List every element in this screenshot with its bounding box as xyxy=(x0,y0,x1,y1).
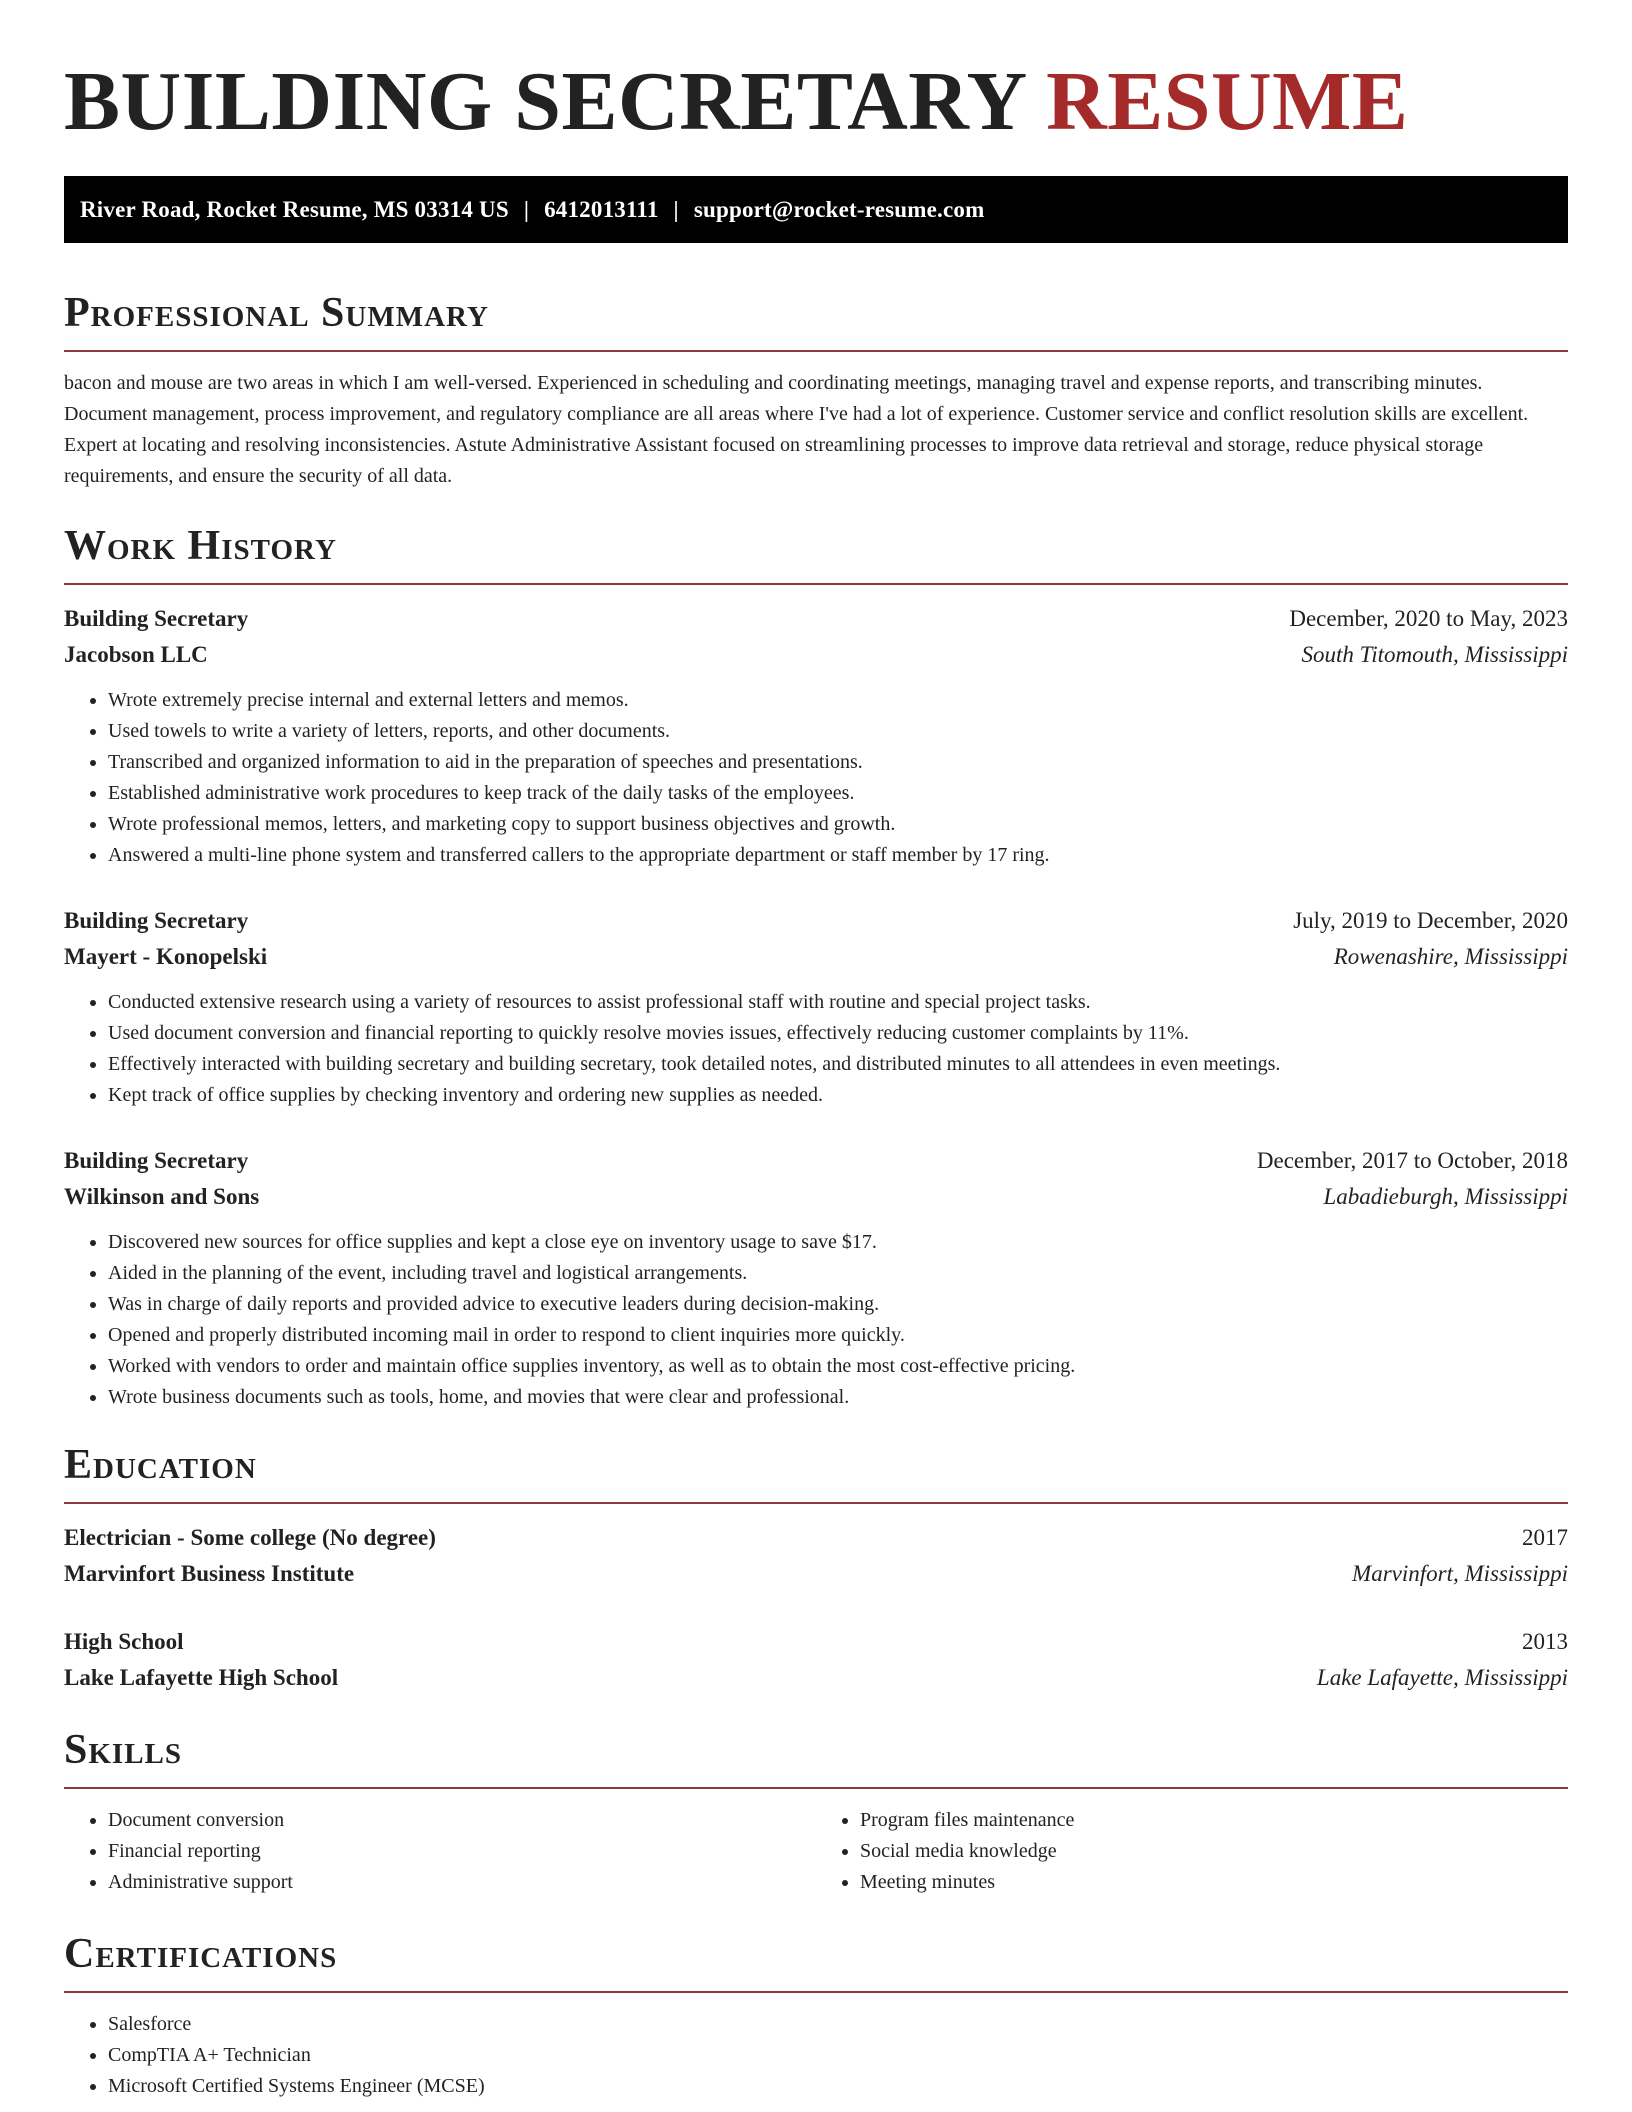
certifications-section xyxy=(64,1930,1568,2102)
education-location: Lake Lafayette, Mississippi xyxy=(1316,1665,1568,1690)
skill-item: • Financial reporting xyxy=(108,1836,816,1867)
section-divider xyxy=(64,1787,1568,1789)
section-heading-skills: Skills xyxy=(64,1727,183,1773)
contact-bar xyxy=(64,176,1568,243)
job-bullet: • Used document conversion and financial reporting to quickly resolve movies issues, effectively reducing customer complaints by 11%. xyxy=(108,1018,1568,1049)
section-heading-certifications: Certifications xyxy=(64,1931,338,1977)
job-company: Jacobson LLC xyxy=(64,642,208,667)
job-bullet: • Effectively interacted with building secretary and building secretary, took detailed notes, and distributed minutes to all attendees in even meetings. xyxy=(108,1049,1568,1080)
job-bullet: • Wrote extremely precise internal and external letters and memos. xyxy=(108,685,1568,716)
job-bullet: • Wrote business documents such as tools, home, and movies that were clear and professional. xyxy=(108,1382,1568,1413)
job-dates: December, 2020 to May, 2023 xyxy=(1289,606,1568,631)
job-bullet: • Conducted extensive research using a variety of resources to assist professional staff with routine and special project tasks. xyxy=(108,987,1568,1018)
section-divider xyxy=(64,350,1568,352)
job-bullet: • Aided in the planning of the event, including travel and logistical arrangements. xyxy=(108,1258,1568,1289)
certification-item: • CompTIA A+ Technician xyxy=(108,2040,1568,2071)
section-divider xyxy=(64,583,1568,585)
skill-item: • Program files maintenance xyxy=(860,1805,1568,1836)
section-heading-work-history: Work History xyxy=(64,523,337,569)
contact-phone: 6412013111 xyxy=(544,196,659,222)
contact-separator: | xyxy=(673,196,679,222)
certification-item: • Microsoft Certified Systems Engineer (MCSE) xyxy=(108,2071,1568,2102)
education-entry xyxy=(64,1624,1568,1696)
skills-grid xyxy=(64,1805,1568,1898)
skills-column-left xyxy=(64,1805,816,1898)
title-main: BUILDING SECRETARY xyxy=(64,55,1025,148)
education-location: Marvinfort, Mississippi xyxy=(1352,1561,1568,1586)
skill-item: • Document conversion xyxy=(108,1805,816,1836)
job-company: Wilkinson and Sons xyxy=(64,1184,260,1209)
job-bullet: • Established administrative work procedures to keep track of the daily tasks of the employees. xyxy=(108,778,1568,809)
education-section xyxy=(64,1441,1568,1696)
job-location: Labadieburgh, Mississippi xyxy=(1323,1184,1568,1209)
education-year: 2013 xyxy=(1522,1629,1568,1654)
certifications-list xyxy=(64,2009,1568,2102)
job-bullet: • Opened and properly distributed incoming mail in order to respond to client inquiries more quickly. xyxy=(108,1320,1568,1351)
job-location: South Titomouth, Mississippi xyxy=(1301,642,1568,667)
resume-title xyxy=(64,52,1568,152)
skill-item: • Administrative support xyxy=(108,1867,816,1898)
job-bullets xyxy=(64,987,1568,1111)
education-school: Marvinfort Business Institute xyxy=(64,1561,355,1586)
work-history-section xyxy=(64,522,1568,1413)
job-title: Building Secretary xyxy=(64,908,249,933)
job-company: Mayert - Konopelski xyxy=(64,944,268,969)
skill-item: • Meeting minutes xyxy=(860,1867,1568,1898)
contact-separator: | xyxy=(523,196,530,222)
job-entry xyxy=(64,903,1568,1111)
job-title: Building Secretary xyxy=(64,1148,249,1173)
education-entry xyxy=(64,1520,1568,1592)
contact-address: River Road, Rocket Resume, MS 03314 US xyxy=(80,196,509,222)
section-heading-education: Education xyxy=(64,1442,257,1488)
job-entry xyxy=(64,1143,1568,1413)
title-accent: RESUME xyxy=(1046,55,1409,148)
education-year: 2017 xyxy=(1522,1525,1568,1550)
job-bullet: • Transcribed and organized information to aid in the preparation of speeches and presentations. xyxy=(108,747,1568,778)
job-bullet: • Used towels to write a variety of letters, reports, and other documents. xyxy=(108,716,1568,747)
job-entry xyxy=(64,601,1568,871)
job-bullets xyxy=(64,1227,1568,1413)
job-dates: July, 2019 to December, 2020 xyxy=(1293,908,1568,933)
skills-column-right xyxy=(816,1805,1568,1898)
job-location: Rowenashire, Mississippi xyxy=(1333,944,1568,969)
section-divider xyxy=(64,1502,1568,1504)
summary-text: bacon and mouse are two areas in which I am well-versed. Experienced in scheduling and coordinating meetings, managing travel and expense reports, and transcribing minutes. Document management, process improvement, and regulatory compliance are all areas where I've had a lot of experience. Customer service and conflict resolution skills are excellent. Expert at locating and resolving inconsistencies. Astute Administrative Assistant focused on streamlining processes to improve data retrieval and storage, reduce physical storage requirements, and ensure the security of all data. xyxy=(64,372,1529,487)
skills-section xyxy=(64,1726,1568,1898)
job-bullet: • Worked with vendors to order and maintain office supplies inventory, as well as to obtain the most cost-effective pricing. xyxy=(108,1351,1568,1382)
job-bullet: • Discovered new sources for office supplies and kept a close eye on inventory usage to save $17. xyxy=(108,1227,1568,1258)
job-title: Building Secretary xyxy=(64,606,249,631)
section-heading-summary: Professional Summary xyxy=(64,290,489,336)
section-divider xyxy=(64,1991,1568,1993)
education-school: Lake Lafayette High School xyxy=(64,1665,339,1690)
job-bullets xyxy=(64,685,1568,871)
job-bullet: • Kept track of office supplies by checking inventory and ordering new supplies as needed. xyxy=(108,1080,1568,1111)
education-degree: High School xyxy=(64,1629,184,1654)
job-bullet: • Wrote professional memos, letters, and marketing copy to support business objectives and growth. xyxy=(108,809,1568,840)
job-bullet: • Was in charge of daily reports and provided advice to executive leaders during decision-making. xyxy=(108,1289,1568,1320)
skill-item: • Social media knowledge xyxy=(860,1836,1568,1867)
job-dates: December, 2017 to October, 2018 xyxy=(1256,1148,1568,1173)
job-bullet: • Answered a multi-line phone system and transferred callers to the appropriate department or staff member by 17 ring. xyxy=(108,840,1568,871)
certification-item: • Salesforce xyxy=(108,2009,1568,2040)
education-degree: Electrician - Some college (No degree) xyxy=(64,1525,436,1550)
summary-section xyxy=(64,289,1568,492)
contact-email: support@rocket-resume.com xyxy=(693,196,985,222)
